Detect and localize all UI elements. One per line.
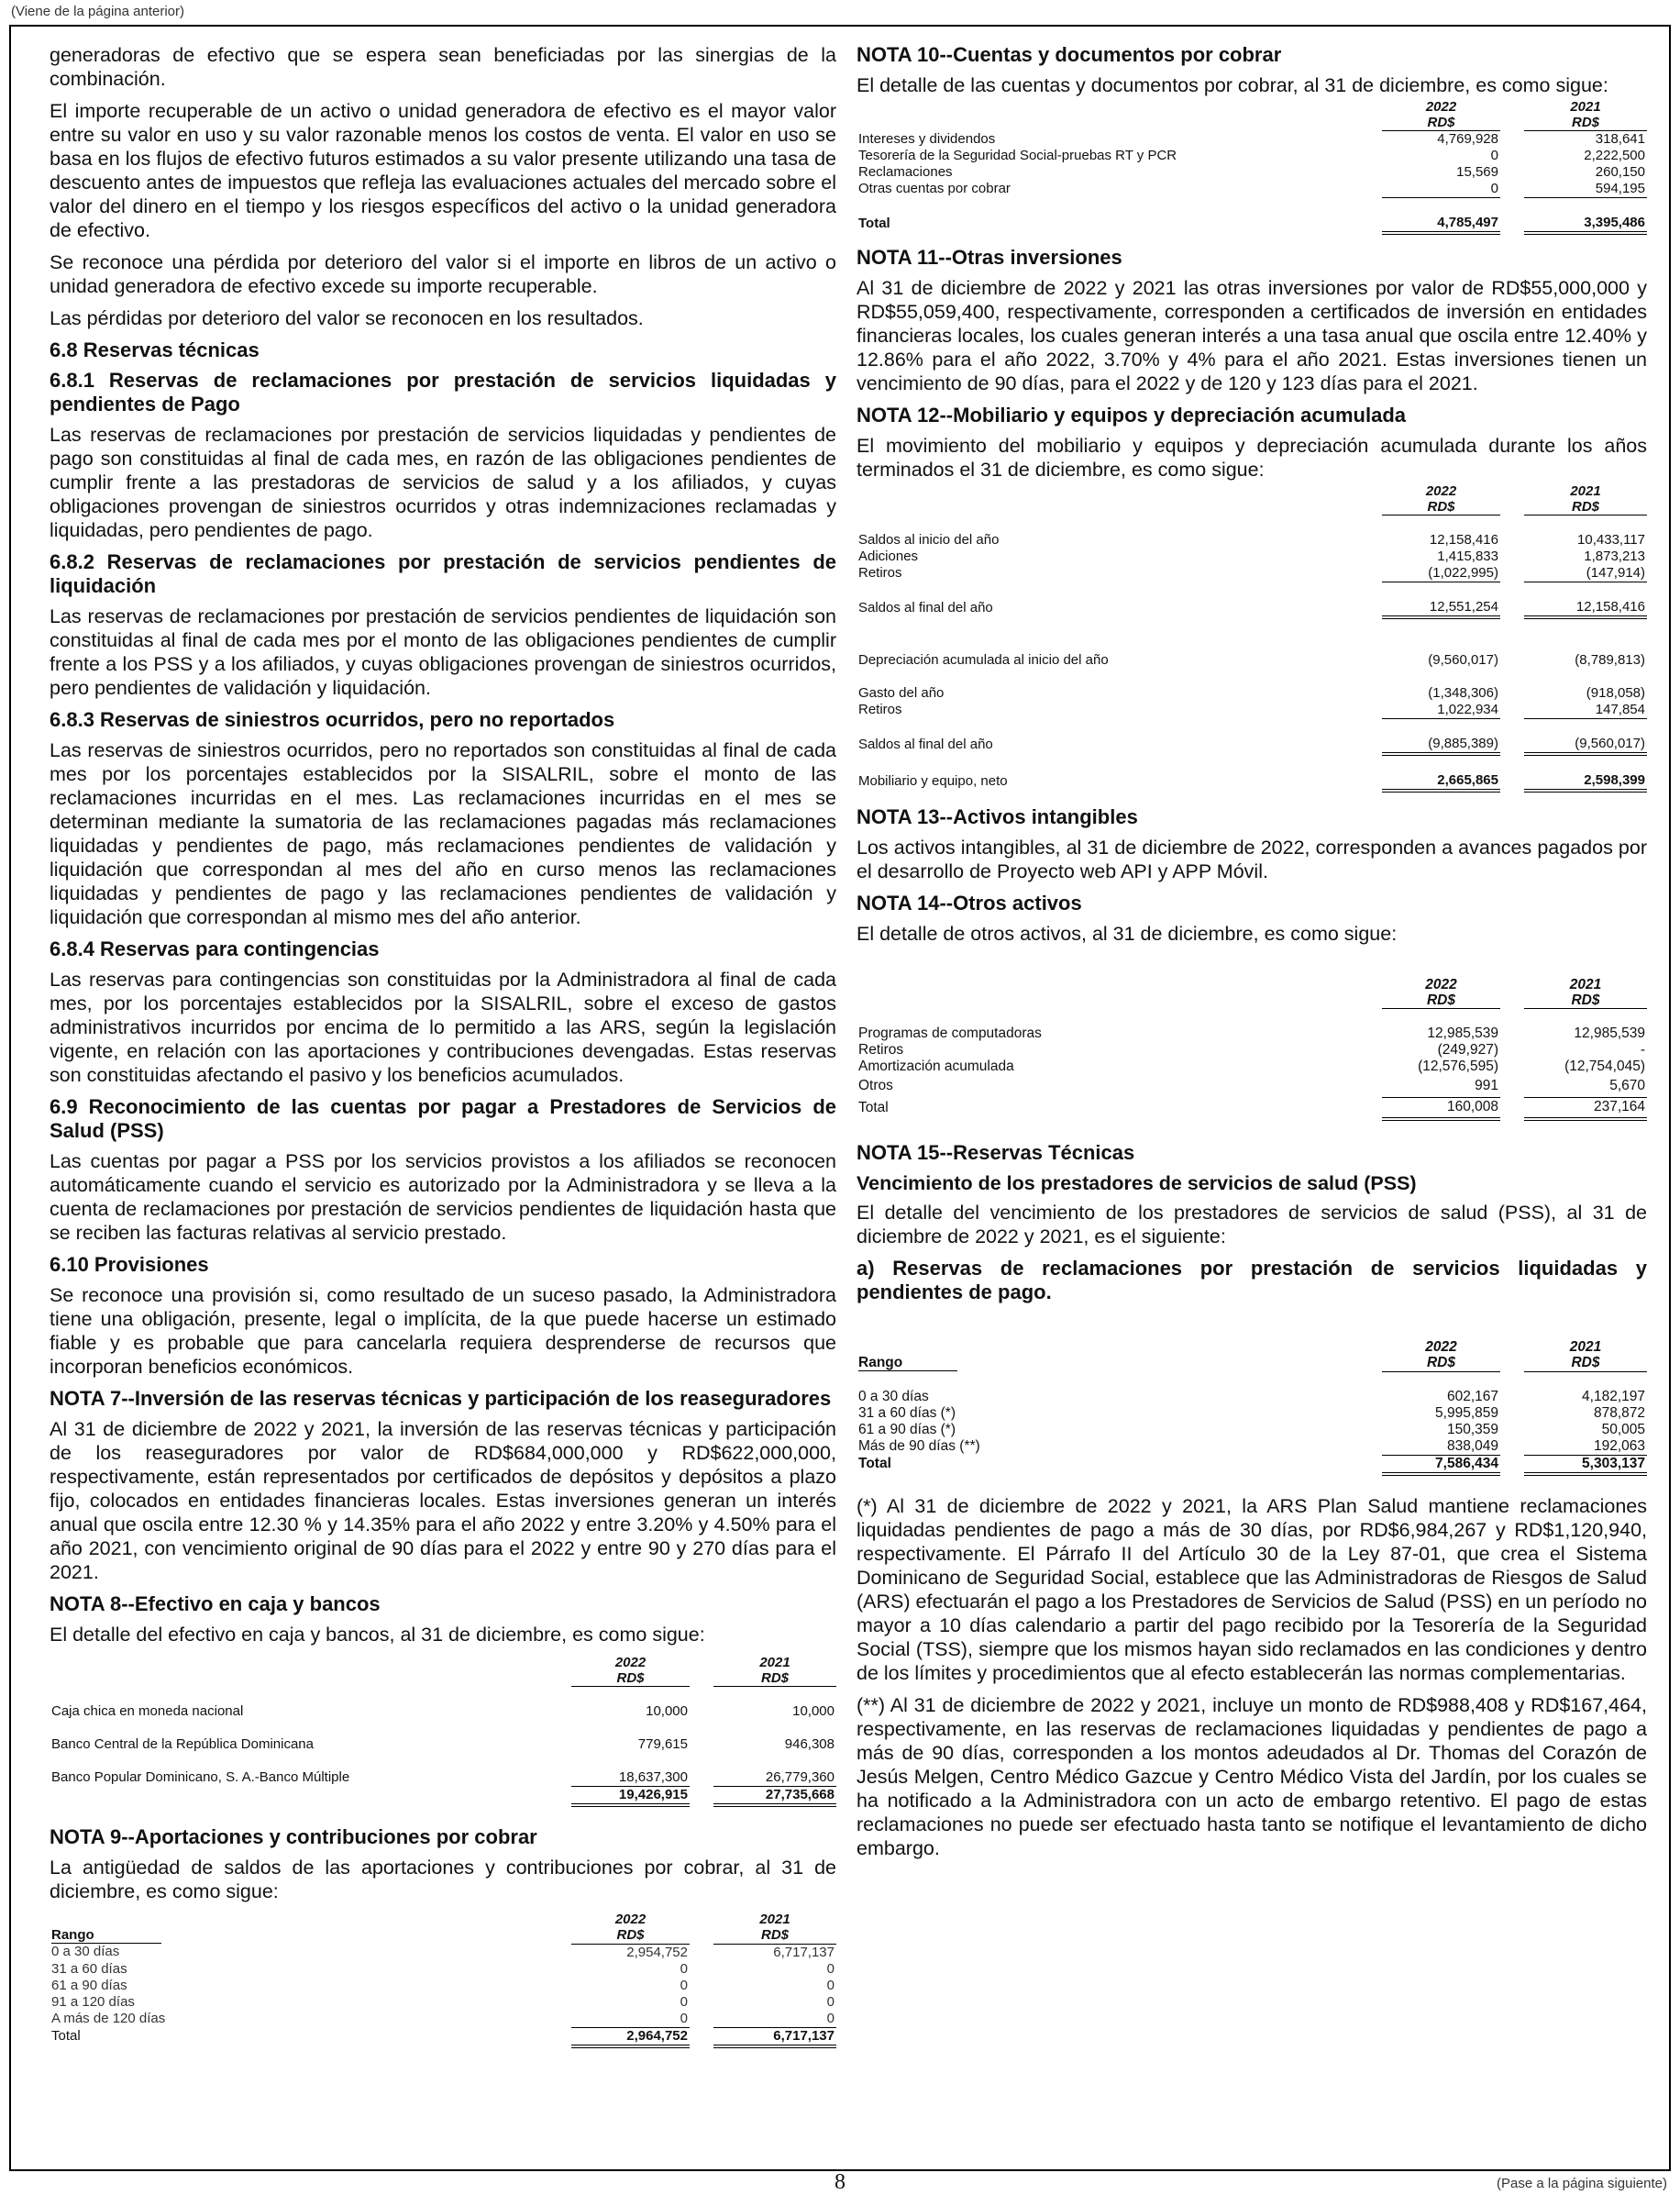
table-row: Tesorería de la Seguridad Social-pruebas RT y PCR 0 2,222,500 [858,148,1645,163]
paragraph: Las reservas de reclamaciones por prestación de servicios pendientes de liquidación son constituidas al final de cada mes por el monto de las obligaciones pendientes de cumplir frente a los PSS y a los afiliados, y cuyas obligaciones provengan de siniestros ocurridos, pero pendientes de validación y liquidación. [50,605,836,699]
note-heading: NOTA 12--Mobiliario y equipos y depreciación acumulada [857,404,1407,427]
subtotal-row: Saldos al final del año 12,551,254 12,158,416 [858,599,1645,615]
paragraph: El detalle de otros activos, al 31 de diciembre, es como sigue: [857,923,1398,945]
next-page-note: (Pase a la página siguiente) [1497,2176,1667,2191]
paragraph: Las reservas de siniestros ocurridos, pero no reportados son constituidas al final de cada mes por los porcentajes establecidos por la SISALRIL, sobre el monto de las reclamaciones incurridas en el mes. Las reclamaciones incurridas en el mes se determinan mediante la sumatoria de las reclamaciones pagadas más reclamaciones liquidadas y pendientes de pago, más reclamaciones pendientes de validación y liquidación que correspondan al mes del año en curso menos las reclamaciones liquidadas y pendientes de pago y las reclamaciones pendientes de validación y liquidación que correspondan al mismo mes del año anterior. [50,739,836,928]
paragraph: Al 31 de diciembre de 2022 y 2021 las otras inversiones por valor de RD$55,000,000 y RD$55,059,400, respectivamente, corresponden a certificados de inversión en entidades financieras locales, los cuales generan interés a una tasa anual que oscila entre 12.40% y 12.86% para el año 2022, 3.70% y 4% para el año 2021. Estas inversiones tienen un vencimiento de 90 días, para el 2022 y de 120 y 123 días para el 2021. [857,277,1647,394]
currency-header: RD$ [571,1670,690,1687]
table-row: Retiros (1,022,995) (147,914) [858,565,1645,582]
footnote: (**) Al 31 de diciembre de 2022 y 2021, incluye un monto de RD$988,408 y RD$167,464, respectivamente, en las reservas de reclamaciones liquidadas y pendientes de pago a más de 90 días, corresponden a los montos adeudados al Dr. Thomas del Corazón de Jesús Melgen, Centro Médico Gazcue y Centro Médico Vista del Jardín, por los cuales se ha notificado a la Administradora con un acto de embargo retentivo. El pago de estas reclamaciones no puede ser efectuado hasta tanto se notifique el levantamiento de dicho embargo. [857,1693,1647,1859]
table-row: 61 a 90 días 0 0 [51,1977,834,1993]
paragraph: Las reservas para contingencias son constituidas por la Administradora al final de cada mes, por los porcentajes establecidos por la SISALRIL, sobre el exceso de gastos administrativos incurridos por encima de lo permitido a las ARS, según la legislación vigente, en relación con las aportaciones y contribuciones devengadas. Estas reservas son constituidas afectando el pasivo y los beneficios acumulados. [50,969,836,1086]
note-heading: NOTA 11--Otras inversiones [857,246,1122,269]
other-assets-table: 2022 2021 RD$ RD$ Programas de computadoras 12,985,539 12,985,539 Retiros (249,927) - Amortización acumulada (12,576,595) (12,754,045) Otros 991 5,670 Total 160,008 237,164 [857,977,1647,1121]
paragraph: El importe recuperable de un activo o unidad generadora de efectivo es el mayor valor entre su valor en uso y su valor razonable menos los costos de venta. El valor en uso se basa en los flujos de efectivo futuros estimados a su valor presente utilizando una tasa de descuento antes de impuestos que refleja las evaluaciones actuales del mercado sobre el valor del dinero en el tiempo y los riesgos específicos del activo o la unidad generadora de efectivo. [50,100,836,241]
table-row: Banco Popular Dominicano, S. A.-Banco Múltiple 18,637,300 26,779,360 [51,1769,834,1786]
table-row: Banco Central de la República Dominicana 779,615 946,308 [51,1736,834,1752]
left-column [50,43,836,2059]
table-row: A más de 120 días 0 0 [51,2010,834,2026]
year-header: 2021 [759,1655,790,1670]
claims-reserves-table: 2022 2021 Rango RD$ RD$ 0 a 30 días 602,167 4,182,197 31 a 60 días (*) 5,995,859 878,872 61 a 90 días (*) 150,359 50,005 Más de 90 días (**) 838,049 192,063 Total 7,586,434 5,303,137 [857,1339,1647,1476]
table-row: Reclamaciones 15,569 260,150 [858,164,1645,180]
note-heading: NOTA 14--Otros activos [857,892,1082,915]
note-heading: NOTA 7--Inversión de las reservas técnicas y participación de los reaseguradores [50,1387,832,1410]
total-row: 19,426,915 27,735,668 [50,1787,836,1806]
total-row: Total 160,008 237,164 [857,1097,1647,1119]
table-row: Depreciación acumulada al inicio del año (9,560,017) (8,789,813) [858,652,1645,668]
table-row: 0 a 30 días 2,954,752 6,717,137 [51,1944,834,1960]
paragraph: Las cuentas por pagar a PSS por los servicios provistos a los afiliados se reconocen automáticamente cuando el servicio es autorizado por la Administradora y se lleva a la cuenta de reclamaciones por prestación de servicios pendientes de liquidación hasta que se reciben las facturas relativas al servicio prestado. [50,1150,836,1244]
range-header: Rango [51,1927,161,1944]
paragraph: El detalle del vencimiento de los prestadores de servicios de salud (PSS), al 31 de diciembre de 2022 y 2021, es el siguiente: [857,1202,1647,1247]
table-row: Más de 90 días (**) 838,049 192,063 [858,1437,1645,1454]
paragraph: El detalle del efectivo en caja y bancos, al 31 de diciembre, es como sigue: [50,1624,705,1646]
subtotal-row: Saldos al final del año (9,885,389) (9,560,017) [858,736,1645,752]
paragraph: generadoras de efectivo que se espera sean beneficiadas por las sinergias de la combinación. [50,44,836,90]
paragraph: Se reconoce una pérdida por deterioro del valor si el importe en libros de un activo o unidad generadora de efectivo excede su importe recuperable. [50,251,836,297]
table-row: Saldos al inicio del año 12,158,416 10,433,117 [858,532,1645,548]
section-heading: 6.8.1 Reservas de reclamaciones por prestación de servicios liquidadas y pendientes de Pago [50,369,836,416]
note-heading: NOTA 10--Cuentas y documentos por cobrar [857,43,1282,66]
table-row: 31 a 60 días (*) 5,995,859 878,872 [858,1404,1645,1421]
table-row: Retiros (249,927) - [858,1042,1645,1058]
table-row: Amortización acumulada (12,576,595) (12,754,045) [858,1059,1645,1074]
section-heading: 6.8.2 Reservas de reclamaciones por prestación de servicios pendientes de liquidación [50,550,836,597]
total-row: Total 4,785,497 3,395,486 [858,215,1645,231]
furniture-table: 2022 2021 RD$ RD$ Saldos al inicio del año 12,158,416 10,433,117 Adiciones 1,415,833 1,873,213 Retiros (1,022,995) (147,914) Saldos al final del año 12,551,254 12,158,416 Depreciación acumulada al inicio del año (9,560,017) (8,789,813) Gasto del año (1,348,306) (918,058) Retiros 1,022,934 147,854 Saldos al final del año (9,885,389) (9,560,017) Mobiliario y equipo, neto 2,665,865 2,598,399 [858,483,1645,789]
note-heading: NOTA 13--Activos intangibles [857,805,1138,828]
contributions-table: 2022 2021 Rango RD$ RD$ 0 a 30 días 2,954,752 6,717,137 31 a 60 días 0 0 61 a 90 días 0 0 91 a 120 días 0 0 A más de 120 días 0 0 Total 2,964,752 6,717,137 [50,1912,836,2048]
footnote: (*) Al 31 de diciembre de 2022 y 2021, la ARS Plan Salud mantiene reclamaciones liquidadas pendientes de pago a más de 30 días, por RD$6,984,267 y RD$1,120,940, respectivamente. El Párrafo II del Artículo 30 de la Ley 87-01, que crea el Sistema Dominicano de Seguridad Social, establece que las Administradoras de Riesgos de Salud (ARS) efectuarán el pago a los Prestadores de Servicios de Salud (PSS) en un período no mayor a 10 días calendario a partir del pago recibido por la Tesorería de la Seguridad Social (TSS), siempre que los mismos hayan sido reclamados en las condiciones y dentro de los límites y procedimientos que al efecto establecerán las normas complementarias. [857,1494,1647,1684]
receivables-table: 2022 2021 RD$ RD$ Intereses y dividendos 4,769,928 318,641 Tesorería de la Seguridad Social-pruebas RT y PCR 0 2,222,500 Reclamaciones 15,569 260,150 Otras cuentas por cobrar 0 594,195 Total 4,785,497 3,395,486 [858,99,1645,231]
table-row: Otros 991 5,670 [857,1075,1647,1097]
range-header: Rango [858,1355,957,1371]
table-row: Caja chica en moneda nacional 10,000 10,000 [51,1703,834,1719]
total-row: Total 2,964,752 6,717,137 [50,2027,836,2046]
table-row: Intereses y dividendos 4,769,928 318,641 [858,130,1645,147]
cash-table [50,1655,836,1807]
paragraph: Las reservas de reclamaciones por prestación de servicios liquidadas y pendientes de pago son constituidas al final de cada mes, en razón de las obligaciones pendientes de cumplir frente a las prestadoras de servicios de salud y a los afiliados, y cuyas obligaciones provengan de siniestros ocurridos y otras indemnizaciones reclamadas y liquidadas, pero pendientes de pago. [50,424,836,541]
right-column [857,43,1647,1868]
page-number: 8 [834,2170,846,2194]
year-header: 2022 [614,1655,647,1670]
section-heading: 6.8.4 Reservas para contingencias [50,937,380,960]
table-row: 31 a 60 días 0 0 [51,1960,834,1977]
subheading: Vencimiento de los prestadores de servicios de salud (PSS) [857,1172,1417,1194]
section-heading: 6.8 Reservas técnicas [50,338,260,361]
section-heading: 6.10 Provisiones [50,1253,209,1276]
total-row: Mobiliario y equipo, neto 2,665,865 2,598,399 [858,772,1645,789]
table-row: Retiros 1,022,934 147,854 [858,702,1645,718]
paragraph: La antigüedad de saldos de las aportaciones y contribuciones por cobrar, al 31 de diciembre, es como sigue: [50,1857,836,1902]
table-row: Gasto del año (1,348,306) (918,058) [858,685,1645,701]
paragraph: Las pérdidas por deterioro del valor se reconocen en los resultados. [50,307,644,329]
note-heading: NOTA 15--Reservas Técnicas [857,1141,1135,1164]
total-row: Total 7,586,434 5,303,137 [857,1455,1647,1474]
note-heading: a) Reservas de reclamaciones por prestación de servicios liquidadas y pendientes de pago. [857,1257,1647,1303]
paragraph: Al 31 de diciembre de 2022 y 2021, la inversión de las reservas técnicas y participación de los reaseguradores por valor de RD$684,000,000 y RD$622,000,000, respectivamente, están representados por certificados de depósitos y depósitos a plazo fijo, colocados en entidades financieras locales. Estas inversiones generan un interés anual que oscila entre 12.30 % y 14.35% para el año 2022 y entre 3.20% y 4.50% para el año 2021, con vencimiento original de 90 días para el 2022 y entre 90 y 270 días para el 2021. [50,1418,836,1583]
paragraph: Los activos intangibles, al 31 de diciembre de 2022, corresponden a avances pagados por el desarrollo de Proyecto web API y APP Móvil. [857,837,1647,882]
table-row: Otras cuentas por cobrar 0 594,195 [858,181,1645,197]
section-heading: 6.9 Reconocimiento de las cuentas por pagar a Prestadores de Servicios de Salud (PSS) [50,1095,836,1142]
continued-note: (Viene de la página anterior) [11,4,185,19]
paragraph: Se reconoce una provisión si, como resultado de un suceso pasado, la Administradora tiene una obligación, presente, legal o implícita, de la que puede hacerse un estimado fiable y es probable que para cancelarla requiera desprenderse de recursos que incorporan beneficios económicos. [50,1284,836,1378]
currency-header: RD$ [713,1670,836,1687]
table-row: 91 a 120 días 0 0 [51,1993,834,2010]
table-row: Adiciones 1,415,833 1,873,213 [858,549,1645,564]
table-row: 0 a 30 días 602,167 4,182,197 [858,1388,1645,1404]
note-heading: NOTA 8--Efectivo en caja y bancos [50,1592,381,1615]
section-heading: 6.8.3 Reservas de siniestros ocurridos, pero no reportados [50,708,615,731]
table-row: 61 a 90 días (*) 150,359 50,005 [858,1421,1645,1437]
page-frame [9,25,1671,2171]
table-row: Programas de computadoras 12,985,539 12,985,539 [858,1025,1645,1041]
paragraph: El detalle de las cuentas y documentos por cobrar, al 31 de diciembre, es como sigue: [857,74,1608,96]
paragraph: El movimiento del mobiliario y equipos y depreciación acumulada durante los años terminados el 31 de diciembre, es como sigue: [857,435,1647,481]
note-heading: NOTA 9--Aportaciones y contribuciones por cobrar [50,1825,537,1848]
